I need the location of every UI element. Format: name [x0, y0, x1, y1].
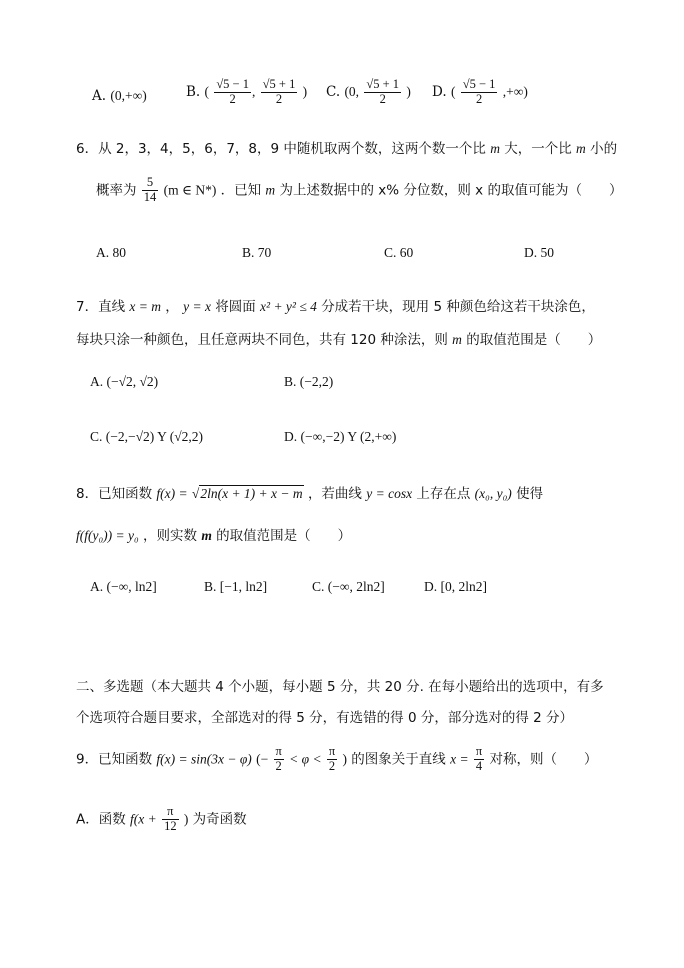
- q5-option-c-pre: (0,: [344, 83, 360, 99]
- q8-fx: f(x) =: [156, 486, 188, 501]
- q7-line1a-text: 7．直线: [76, 299, 126, 315]
- q9-frac-pi4: [474, 745, 484, 774]
- q5-b-d1: 2: [229, 91, 236, 106]
- q9-line1b-text: 的图象关于直线: [351, 751, 446, 768]
- q5-option-d-post: ,+∞): [502, 83, 528, 99]
- q8-line1: 8．已知函数 f(x) = √2ln(x + 1) + x − m ，若曲线 y = cosx 上存在点 (x₀, y₀) 使得: [76, 486, 544, 502]
- q9-pi-1: π: [275, 744, 282, 758]
- q7-line1b-text: 将圆面: [215, 299, 256, 315]
- q9-option-a-f: f(x +: [130, 811, 157, 827]
- q6-option-b[interactable]: B. 70: [242, 245, 272, 260]
- q5-option-c-frac: [364, 78, 401, 107]
- q9-frac-pi12: [162, 805, 179, 834]
- q9-two-1: 2: [275, 758, 282, 773]
- q8-line2b-text: 的取值范围是（ ）: [216, 528, 352, 544]
- q7-sep: ，: [165, 299, 179, 315]
- q5-c-d1: 2: [379, 91, 386, 106]
- q9-fx: f(x) = sin(3x − φ): [156, 751, 252, 767]
- q5-option-d-label: D.: [432, 83, 447, 100]
- q5-option-a[interactable]: [92, 88, 147, 104]
- q6-fraction: [142, 176, 159, 205]
- q5-d-d1: 2: [475, 91, 483, 106]
- q7-option-c[interactable]: C. (−2,−√2) Y (√2,2): [90, 429, 204, 444]
- q6-option-c[interactable]: C. 60: [384, 245, 414, 260]
- q9-line1a-text: 9．已知函数: [76, 751, 153, 768]
- q6-line1c-text: 小的: [590, 141, 618, 157]
- q8-line1d-text: 使得: [516, 486, 544, 502]
- q6-option-d[interactable]: D. 50: [524, 245, 554, 260]
- q7-eq1: x = m: [129, 299, 161, 314]
- q7-eq2: y = x: [183, 299, 211, 314]
- q9-two-2: 2: [328, 758, 336, 773]
- q5-b-n1: √5 − 1: [216, 77, 249, 91]
- q7-option-a[interactable]: A. (−√2, √2): [90, 374, 159, 389]
- q6-frac-num: 5: [142, 176, 159, 191]
- q8-line1b-text: ，若曲线: [307, 486, 362, 502]
- q8-option-b[interactable]: B. [−1, ln2]: [204, 579, 268, 594]
- q9-twelve: 12: [164, 818, 177, 833]
- q6-m-3: m: [265, 182, 276, 198]
- q8-root-expr: 2ln(x + 1) + x − m: [200, 486, 303, 501]
- q9-frac-pi2-b: [327, 745, 337, 774]
- q5-option-b-frac2: [261, 78, 298, 107]
- q5-option-a-label: A.: [92, 88, 107, 104]
- q5-option-c[interactable]: [326, 78, 411, 107]
- q7-option-d[interactable]: D. (−∞,−2) Y (2,+∞): [284, 429, 397, 444]
- q6-option-a[interactable]: A. 80: [96, 245, 126, 260]
- q5-option-b-open: (: [204, 83, 210, 99]
- q5-option-b[interactable]: B. ( $\frac{√5 - 1}{2}$ , $\frac{√5 + 1}{2}$ ): [186, 77, 308, 106]
- q5-b-d2: 2: [275, 91, 283, 106]
- q9-cond-close: ): [342, 751, 347, 767]
- q7-line2: [76, 328, 601, 348]
- q7-line2b-text: 的取值范围是（ ）: [466, 332, 602, 348]
- q9-frac-pi2-a: [274, 745, 284, 774]
- q5-c-n1: √5 + 1: [366, 77, 400, 91]
- q8-line1a-text: 8．已知函数: [76, 486, 153, 502]
- q8-option-c[interactable]: C. (−∞, 2ln2]: [312, 579, 385, 594]
- q9-line1c-text: 对称，则（ ）: [489, 751, 598, 768]
- q9-option-a-close: ): [183, 811, 189, 827]
- q6-line1-text: 6．从 2，3，4，5，6，7，8，9 中随机取两个数，这两个数一个比: [76, 141, 486, 157]
- q9-four: 4: [475, 758, 483, 773]
- q7-m: m: [452, 332, 462, 347]
- q9-cond-open: (−: [256, 751, 269, 767]
- q8-eq: f(f(y₀)) = y₀: [76, 528, 139, 543]
- q5-option-b-frac1: [214, 78, 251, 107]
- q9-pi-2: π: [328, 744, 336, 758]
- q5-option-b-label: B.: [186, 83, 201, 100]
- q6-line2b-text: ．已知: [220, 182, 262, 199]
- q7-eq3: x² + y² ≤ 4: [260, 299, 317, 314]
- q8-line2: [76, 524, 351, 544]
- q6-line2: [96, 176, 622, 205]
- q9-pi-3: π: [475, 744, 483, 758]
- q8-option-d[interactable]: D. [0, 2ln2]: [424, 579, 487, 594]
- q5-option-d-frac: [461, 78, 498, 107]
- section2-heading-line1: 二、多选题（本大题共 4 个小题，每小题 5 分，共 20 分. 在每小题给出的选项中，有多: [76, 679, 604, 695]
- q8-option-a[interactable]: A. (−∞, ln2]: [90, 579, 157, 594]
- q8-m: m: [201, 528, 212, 543]
- q6-line2c-text: 为上述数据中的 x% 分位数，则 x 的取值可能为（ ）: [279, 182, 623, 199]
- q7-line1c-text: 分成若干块，现用 5 种颜色给这若干块涂色，: [321, 299, 595, 315]
- q9-pi-4: π: [162, 805, 179, 820]
- q5-option-c-label: C.: [326, 83, 341, 100]
- q7-line2a-text: 每块只涂一种颜色，且任意两块不同色，共有 120 种涂法，则: [76, 332, 448, 348]
- q8-line1c-text: 上存在点: [416, 486, 471, 502]
- q9-option-a[interactable]: [76, 805, 247, 834]
- q8-line2-text: ，则实数: [143, 528, 198, 544]
- q6-line1: [76, 137, 617, 157]
- q8-point: (x₀, y₀): [474, 486, 512, 501]
- q7-line1: [76, 295, 595, 315]
- q9-option-a-label: A．函数: [76, 811, 126, 828]
- q5-option-c-close: ): [406, 83, 411, 99]
- q5-d-n1: √5 − 1: [462, 77, 496, 91]
- q5-b-n2: √5 + 1: [262, 77, 296, 91]
- q9-mid: < φ <: [289, 751, 322, 767]
- q5-option-d-open: (: [450, 83, 456, 99]
- q8-curve: y = cosx: [366, 486, 413, 501]
- section2-heading-line2: 个选项符合题目要求，全部选对的得 5 分，有选错的得 0 分，部分选对的得 2 分）: [76, 710, 574, 726]
- q6-line2a-text: 概率为: [96, 182, 137, 199]
- q6-frac-den: 14: [143, 189, 157, 204]
- q9-option-a-text: 为奇函数: [192, 811, 247, 828]
- q6-m-2: m: [576, 141, 586, 156]
- q9-xeq: x =: [450, 751, 469, 767]
- q6-condition: (m ∈ N*): [163, 182, 217, 198]
- q5-option-a-text: (0,+∞): [110, 88, 147, 103]
- q5-option-d[interactable]: [432, 78, 528, 107]
- q7-option-b[interactable]: B. (−2,2): [284, 374, 334, 389]
- q6-m-1: m: [490, 141, 500, 156]
- q9-line1: [76, 745, 597, 774]
- q6-line1b-text: 大，一个比: [504, 141, 572, 157]
- q5-option-b-close: ): [302, 83, 308, 99]
